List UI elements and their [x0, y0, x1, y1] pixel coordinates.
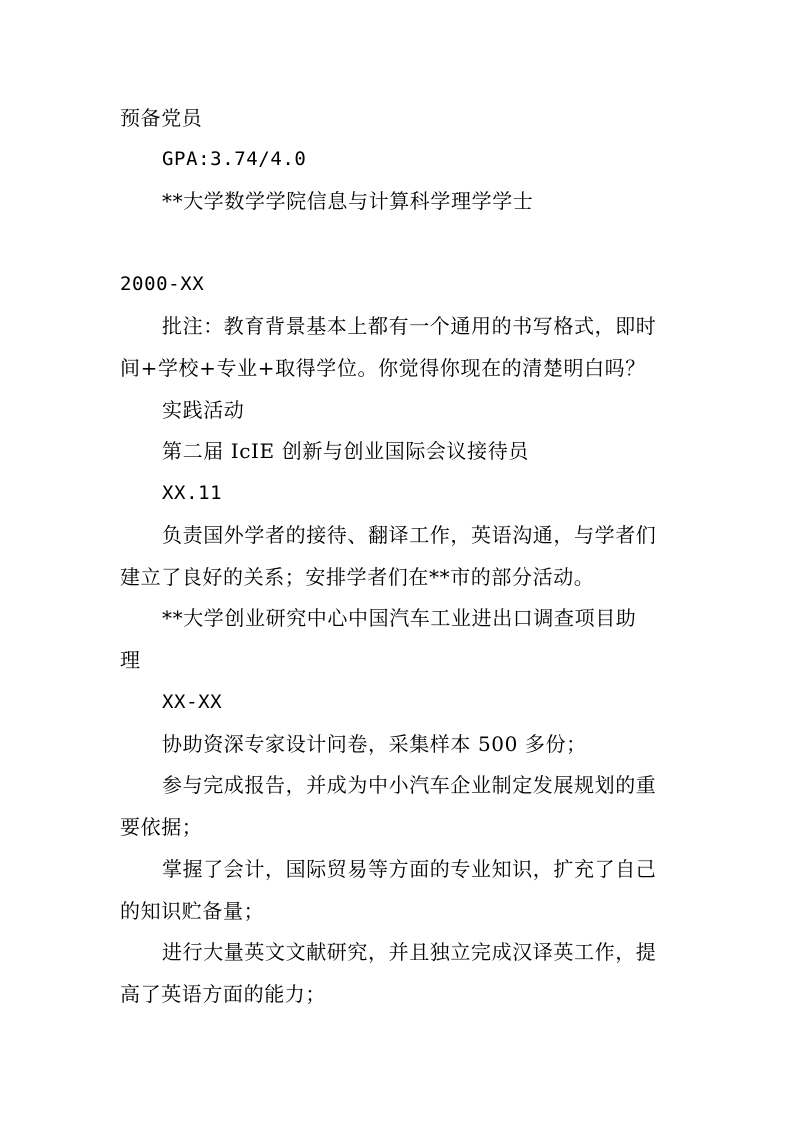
text-activity-desc-2-item-2a: 参与完成报告，并成为中小汽车企业制定发展规划的重 [162, 773, 657, 797]
text-activity-desc-2-item-3a: 掌握了会计，国际贸易等方面的专业知识，扩充了自己 [162, 857, 657, 881]
text-activity-desc-2-item-4b: 高了英语方面的能力； [120, 982, 326, 1006]
text-activity-desc-1a: 负责国外学者的接待、翻译工作，英语沟通，与学者们 [162, 523, 657, 547]
text-activity-title-2a: **大学创业研究中心中国汽车工业进出口调查项目助 [162, 606, 637, 630]
text-activity-desc-2-item-4a: 进行大量英文文献研究，并且独立完成汉译英工作，提 [162, 940, 657, 964]
text-degree: **大学数学学院信息与计算科学理学学士 [162, 189, 534, 213]
text-activity-date-2: XX-XX [162, 691, 223, 713]
text-activity-title-1: 第二届 IcIE 创新与创业国际会议接待员 [162, 439, 529, 463]
text-activity-desc-1b: 建立了良好的关系；安排学者们在**市的部分活动。 [120, 565, 595, 589]
text-activity-title-2b: 理 [120, 648, 141, 672]
text-activity-desc-2-item-2b: 要依据； [120, 815, 203, 839]
section-heading-practice: 实践活动 [162, 398, 245, 422]
text-date-range: 2000-XX [120, 273, 205, 295]
text-gpa: GPA:3.74/4.0 [162, 148, 307, 170]
text-activity-date-1: XX.11 [162, 482, 223, 504]
text-party-status: 预备党员 [120, 106, 203, 130]
text-activity-desc-2-item-3b: 的知识贮备量； [120, 899, 265, 923]
text-annotation-line-2: 间+学校+专业+取得学位。你觉得你现在的清楚明白吗？ [120, 356, 646, 380]
text-annotation-line-1: 批注：教育背景基本上都有一个通用的书写格式，即时 [162, 314, 657, 338]
text-activity-desc-2-item-1: 协助资深专家设计问卷，采集样本 500 多份； [162, 732, 587, 756]
